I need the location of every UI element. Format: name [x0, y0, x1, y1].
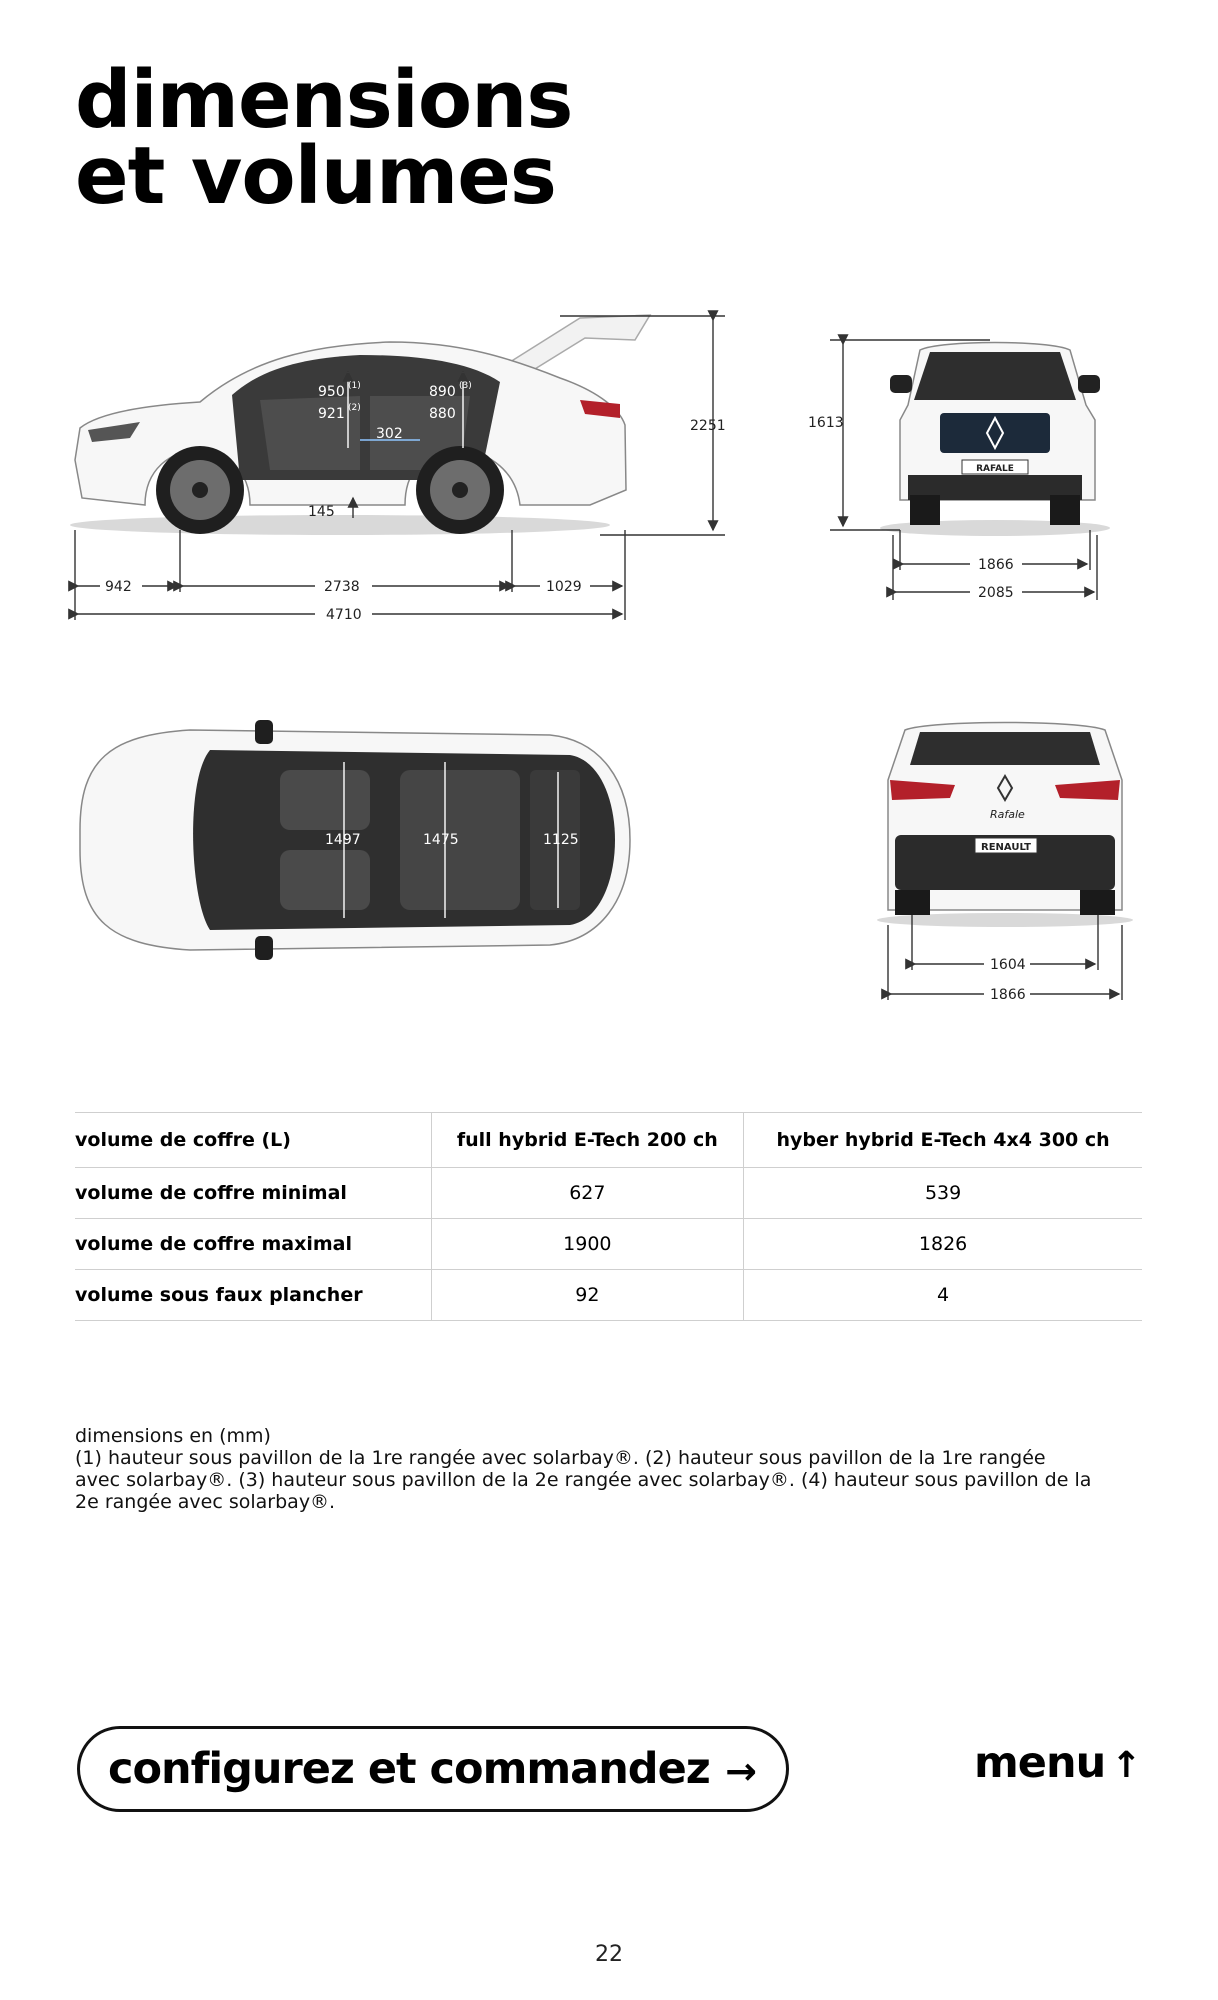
table-row-label: volume de coffre minimal — [75, 1168, 431, 1219]
table-header-col2: hyber hybrid E-Tech 4x4 300 ch — [744, 1113, 1142, 1168]
rear-badge: Rafale — [990, 808, 1025, 821]
dim-front-width: 1866 — [978, 557, 1014, 573]
table-cell: 4 — [744, 1270, 1142, 1321]
side-view-diagram — [60, 300, 760, 640]
dim-headroom-row1-note: (1) — [348, 381, 361, 391]
dim-boot-width: 1125 — [543, 832, 579, 848]
dim-headroom-row1: 950 — [318, 384, 345, 400]
dim-headroom-row2: 890 — [429, 384, 456, 400]
dim-ground-clearance: 145 — [308, 504, 335, 520]
table-header-row — [75, 1113, 1142, 1168]
rear-view-diagram — [860, 710, 1150, 1010]
car-shadow — [70, 515, 610, 535]
footnotes — [75, 1425, 1095, 1513]
rear-wheel — [416, 446, 504, 534]
table-row-label: volume de coffre maximal — [75, 1219, 431, 1270]
table-header-col1: full hybrid E-Tech 200 ch — [431, 1113, 744, 1168]
dim-front-height: 1613 — [808, 415, 844, 431]
dim-front-overhang: 942 — [105, 579, 132, 595]
dim-headroom-row1b-note: (2) — [348, 403, 361, 413]
arrow-up-icon: ↑ — [1111, 1745, 1141, 1786]
menu-label: menu — [974, 1738, 1106, 1788]
footnote-text: (1) hauteur sous pavillon de la 1re rangée avec solarbay®. (2) hauteur sous pavillon de la 1re rangée avec solarbay®. (3) hauteur sous pavillon de la 2e rangée avec solarbay®. (4) hauteur sous pavillon de la 2e rangée avec solarbay®. — [75, 1447, 1092, 1513]
dim-headroom-row1b: 921 — [318, 406, 345, 422]
table-header-label: volume de coffre (L) — [75, 1113, 431, 1168]
boot-volume-table — [75, 1112, 1142, 1321]
dim-width-mirrors: 2085 — [978, 585, 1014, 600]
table-row — [75, 1219, 1142, 1270]
table-row-label: volume sous faux plancher — [75, 1270, 431, 1321]
front-view-diagram — [790, 330, 1150, 600]
configure-order-button[interactable] — [77, 1726, 789, 1812]
dim-rear-track: 1604 — [990, 957, 1026, 973]
table-row — [75, 1270, 1142, 1321]
top-view-diagram — [70, 700, 640, 980]
table-cell: 539 — [744, 1168, 1142, 1219]
table-row — [75, 1168, 1142, 1219]
front-wheel — [156, 446, 244, 534]
rear-plate-text: RENAULT — [981, 842, 1031, 853]
configure-order-label: configurez et commandez — [108, 1744, 710, 1794]
dim-rear-width: 1866 — [990, 987, 1026, 1003]
dim-elbow-front: 1497 — [325, 832, 361, 848]
menu-link[interactable] — [974, 1738, 1140, 1798]
windshield — [914, 352, 1076, 400]
dim-knee-room: 302 — [376, 426, 403, 442]
footnote-unit: dimensions en (mm) — [75, 1425, 271, 1447]
table-cell: 627 — [431, 1168, 744, 1219]
dim-overall-height: 2251 — [690, 418, 726, 434]
page-title-line1: dimensions — [75, 54, 573, 146]
dim-rear-overhang: 1029 — [546, 579, 582, 595]
dim-headroom-row2b: 880 — [429, 406, 456, 422]
page-number: 22 — [595, 1942, 623, 1967]
dim-length: 4710 — [326, 607, 362, 623]
front-plate-text: RAFALE — [976, 464, 1014, 474]
page-title — [75, 54, 573, 222]
dim-elbow-rear: 1475 — [423, 832, 459, 848]
dim-headroom-row2-note: (3) — [459, 381, 472, 391]
dim-wheelbase: 2738 — [324, 579, 360, 595]
open-tailgate — [510, 315, 650, 372]
rear-window — [910, 732, 1100, 765]
table-cell: 1900 — [431, 1219, 744, 1270]
table-cell: 1826 — [744, 1219, 1142, 1270]
table-cell: 92 — [431, 1270, 744, 1321]
arrow-right-icon: → — [725, 1749, 756, 1793]
page-title-line2: et volumes — [75, 130, 556, 222]
